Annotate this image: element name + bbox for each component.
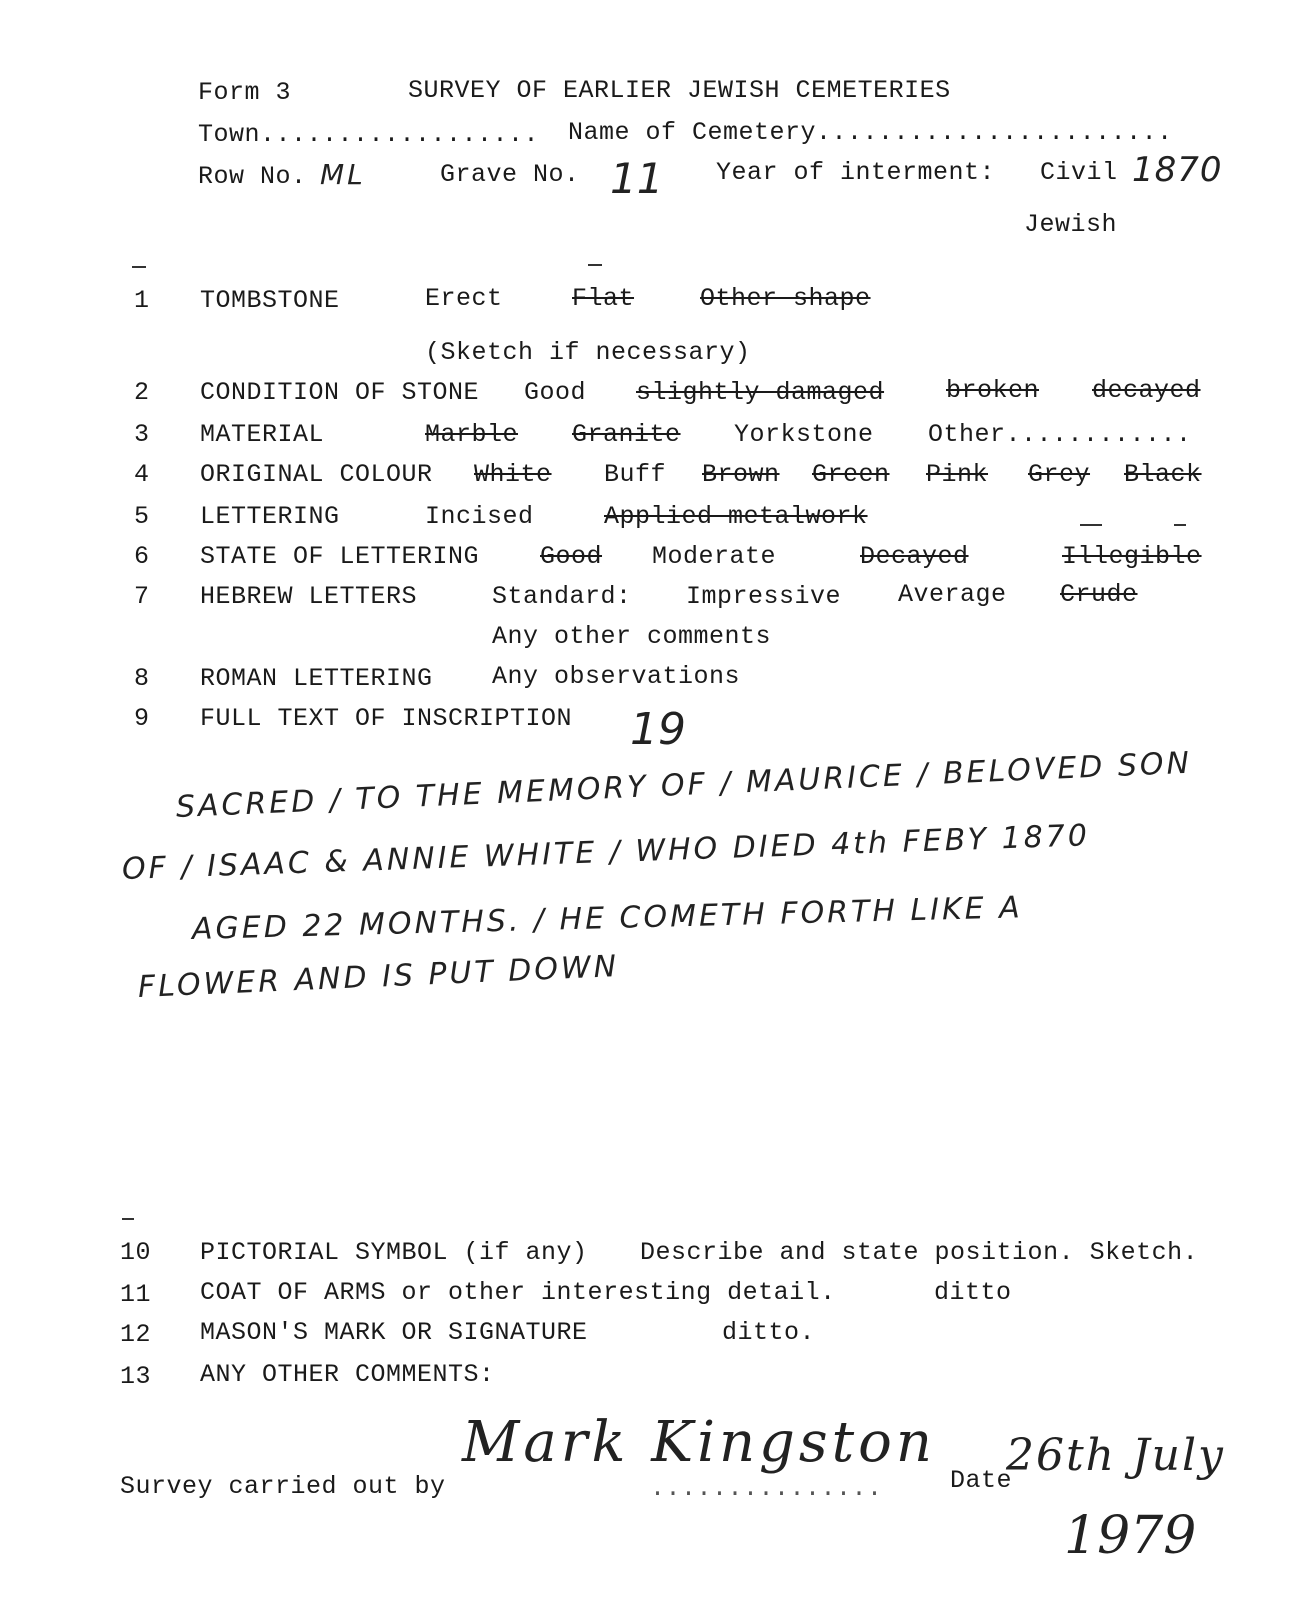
- inscription-ref-number: 19: [630, 704, 686, 755]
- full-text-label: FULL TEXT OF INSCRIPTION: [200, 704, 573, 733]
- colour-buff: Buff: [604, 460, 667, 489]
- surveyor-signature: Mark Kingston: [462, 1410, 936, 1475]
- grave-value: 11: [610, 154, 664, 203]
- hebrew-impressive: Impressive: [686, 582, 842, 611]
- roman-observations: Any observations: [492, 662, 741, 691]
- pictorial-symbol-instruction: Describe and state position. Sketch.: [640, 1238, 1199, 1267]
- colour-label: ORIGINAL COLOUR: [200, 460, 433, 489]
- stray-dash: [1174, 524, 1186, 526]
- material-granite: Granite: [572, 420, 681, 449]
- item-number: 3: [134, 420, 150, 449]
- colour-black: Black: [1124, 460, 1202, 489]
- item-number: 1: [134, 286, 150, 315]
- roman-lettering-label: ROMAN LETTERING: [200, 664, 433, 693]
- grave-label: Grave No.: [440, 160, 580, 189]
- item-number: 6: [134, 542, 150, 571]
- pictorial-symbol-label: PICTORIAL SYMBOL (if any): [200, 1238, 588, 1267]
- jewish-label: Jewish: [1024, 210, 1118, 239]
- coat-of-arms-label: COAT OF ARMS or other interesting detail.: [200, 1278, 836, 1307]
- item-number: 12: [120, 1320, 152, 1349]
- row-label: Row No.: [198, 162, 307, 191]
- tombstone-erect: Erect: [425, 284, 503, 313]
- item-number: 11: [120, 1280, 152, 1309]
- row-value: ML: [320, 158, 366, 191]
- material-yorkstone: Yorkstone: [734, 420, 874, 449]
- colour-pink: Pink: [926, 460, 989, 489]
- inscription-line-3: AGED 22 MONTHS. / HE COMETH FORTH LIKE A: [191, 890, 1024, 947]
- stray-dash: [122, 1218, 134, 1220]
- state-decayed: Decayed: [860, 542, 969, 571]
- inscription-line-1: SACRED / TO THE MEMORY OF / MAURICE / BELOVED SON: [175, 745, 1193, 825]
- item-number: 5: [134, 502, 150, 531]
- colour-green: Green: [812, 460, 890, 489]
- colour-grey: Grey: [1028, 460, 1091, 489]
- tombstone-other-shape: Other shape: [700, 284, 871, 313]
- tombstone-flat: Flat: [572, 284, 635, 313]
- inscription-line-4: FLOWER AND IS PUT DOWN: [137, 949, 620, 1005]
- date-year: 1979: [1064, 1506, 1197, 1566]
- state-good: Good: [540, 542, 603, 571]
- stray-dash: [132, 266, 146, 268]
- date-label: Date: [950, 1466, 1013, 1495]
- colour-white: White: [474, 460, 552, 489]
- sketch-note: (Sketch if necessary): [425, 338, 751, 367]
- hebrew-standard: Standard:: [492, 582, 632, 611]
- hebrew-letters-label: HEBREW LETTERS: [200, 582, 418, 611]
- condition-decayed: decayed: [1092, 376, 1201, 405]
- state-lettering-label: STATE OF LETTERING: [200, 542, 480, 571]
- item-number: 13: [120, 1362, 152, 1391]
- item-number: 10: [120, 1238, 152, 1267]
- masons-mark-ditto: ditto.: [722, 1318, 816, 1347]
- lettering-applied-metalwork: Applied metalwork: [604, 502, 868, 531]
- tombstone-label: TOMBSTONE: [200, 286, 340, 315]
- cemetery-field-label: Name of Cemetery.......................: [568, 118, 1173, 147]
- condition-good: Good: [524, 378, 587, 407]
- other-comments-label: ANY OTHER COMMENTS:: [200, 1360, 495, 1389]
- state-illegible: Illegible: [1062, 542, 1202, 571]
- item-number: 8: [134, 664, 150, 693]
- item-number: 9: [134, 704, 150, 733]
- date-value: 26th July: [1006, 1430, 1225, 1481]
- year-label: Year of interment:: [716, 158, 996, 187]
- signature-dots: ...............: [650, 1474, 883, 1503]
- lettering-label: LETTERING: [200, 502, 340, 531]
- form-label: Form 3: [198, 78, 292, 107]
- town-field-label: Town..................: [198, 120, 540, 149]
- stray-dash: [1080, 524, 1102, 526]
- condition-broken: broken: [946, 376, 1040, 405]
- lettering-incised: Incised: [425, 502, 534, 531]
- stray-dash: [588, 264, 602, 266]
- material-other: Other............: [928, 420, 1192, 449]
- state-moderate: Moderate: [652, 542, 777, 571]
- material-label: MATERIAL: [200, 420, 325, 449]
- item-number: 4: [134, 460, 150, 489]
- material-marble: Marble: [425, 420, 519, 449]
- condition-slightly-damaged: slightly damaged: [636, 378, 885, 407]
- form-title: SURVEY OF EARLIER JEWISH CEMETERIES: [408, 76, 951, 105]
- condition-label: CONDITION OF STONE: [200, 378, 480, 407]
- item-number: 7: [134, 582, 150, 611]
- item-number: 2: [134, 378, 150, 407]
- civil-year-value: 1870: [1132, 150, 1223, 190]
- hebrew-comments: Any other comments: [492, 622, 772, 651]
- survey-by-label: Survey carried out by: [120, 1472, 446, 1501]
- inscription-line-2: OF / ISAAC & ANNIE WHITE / WHO DIED 4th FEBY 1870: [121, 818, 1091, 887]
- hebrew-average: Average: [898, 580, 1007, 609]
- masons-mark-label: MASON'S MARK OR SIGNATURE: [200, 1318, 588, 1347]
- colour-brown: Brown: [702, 460, 780, 489]
- civil-label: Civil: [1040, 158, 1118, 187]
- coat-of-arms-ditto: ditto: [934, 1278, 1012, 1307]
- hebrew-crude: Crude: [1060, 580, 1138, 609]
